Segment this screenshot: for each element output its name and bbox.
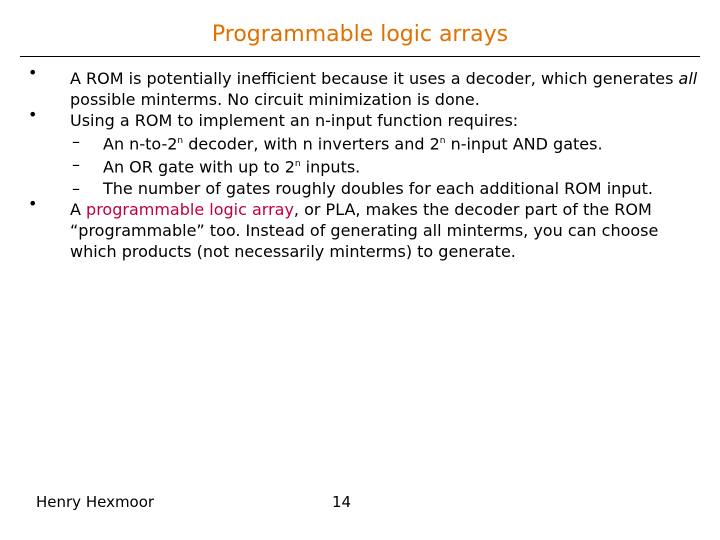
footer-author: Henry Hexmoor — [36, 493, 155, 511]
slide-body — [28, 63, 698, 262]
sub-bullet-text: An OR gate with up to 2 — [103, 157, 295, 177]
bullet-text: possible minterms. No circuit minimization is done. — [70, 90, 480, 109]
slide-title: Programmable logic arrays — [211, 22, 509, 47]
sub-bullet-text: inputs. — [300, 157, 361, 177]
dash-icon: – — [72, 155, 80, 175]
bullet-dot-icon: • — [28, 193, 38, 213]
sub-bullet-or-gate — [28, 154, 698, 177]
title-underline — [20, 56, 700, 57]
bullet-text: A ROM is potentially inefficient because it uses a decoder, which generates — [70, 69, 679, 88]
bullet-text: Using a ROM to implement an n-input function requires: — [70, 111, 519, 130]
sub-bullet-text: An n-to-2 — [103, 134, 178, 154]
sub-bullet-gate-count — [28, 178, 698, 199]
sub-bullet-text: The number of gates roughly doubles for each additional ROM input. — [103, 178, 653, 198]
bullet-rom-inefficient — [28, 63, 698, 110]
sub-bullet-text: decoder, with n inverters and 2 — [183, 134, 440, 154]
dash-icon: – — [72, 178, 80, 198]
dash-icon: – — [72, 132, 80, 151]
bullet-rom-requirements — [28, 105, 698, 131]
page-number: 14 — [332, 493, 352, 511]
superscript-n: n — [177, 136, 184, 146]
bullet-text: , or PLA, makes the decoder part of the ROM “programmable” too. Instead of generating all minterms, you can choose which products (not necessarily minterms) to generate. — [70, 199, 659, 261]
superscript-n: n — [294, 159, 301, 170]
emphasis-all: all — [678, 69, 698, 88]
bullet-dot-icon: • — [28, 105, 38, 124]
bullet-pla-definition — [28, 193, 698, 262]
highlight-pla-term: programmable logic array — [86, 199, 294, 219]
bullet-dot-icon: • — [28, 63, 38, 82]
sub-bullet-text: n-input AND gates. — [445, 134, 603, 154]
superscript-n: n — [439, 136, 446, 146]
sub-bullet-decoder — [28, 131, 698, 154]
bullet-text: A — [70, 199, 87, 219]
